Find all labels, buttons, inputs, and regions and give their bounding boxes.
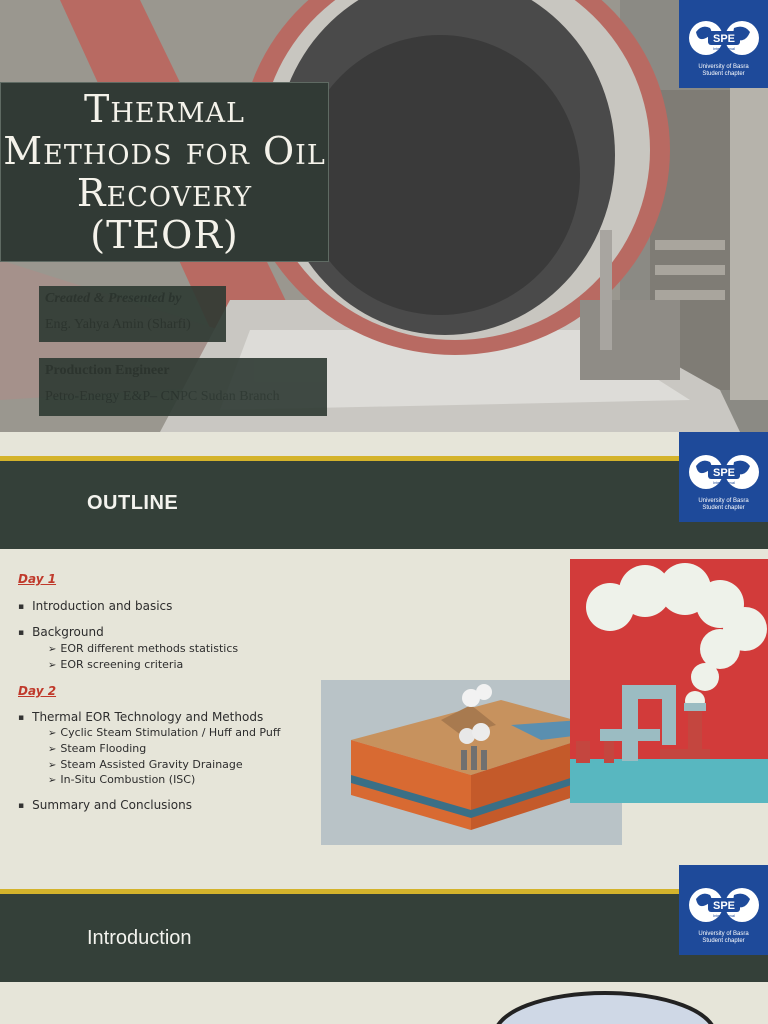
day2-heading: Day 2 — [18, 684, 57, 698]
list-item: ▪ Thermal EOR Technology and Methods — [18, 710, 263, 724]
introduction-title: Introduction — [87, 927, 192, 949]
globe-icon — [684, 881, 764, 931]
sub-item: ➢ Steam Flooding — [48, 742, 146, 755]
logo-org: University of Basra — [698, 931, 749, 937]
logo-sub: International — [712, 913, 735, 918]
logo-brand: SPE — [712, 33, 735, 45]
presenter-name: Eng. Yahya Amin (Sharfi) — [45, 317, 191, 332]
logo-sub: International — [712, 480, 735, 485]
logo-chapter: Student chapter — [702, 505, 745, 511]
logo-chapter: Student chapter — [702, 71, 745, 77]
spe-logo — [679, 432, 768, 522]
sub-item: ➢ Steam Assisted Gravity Drainage — [48, 758, 243, 771]
outline-title: OUTLINE — [87, 492, 179, 514]
logo-sub: International — [712, 46, 735, 51]
day1-heading: Day 1 — [18, 572, 57, 586]
spe-logo — [679, 0, 768, 88]
company: Petro-Energy E&P– CNPC Sudan Branch — [45, 389, 280, 404]
logo-org: University of Basra — [698, 64, 749, 70]
sub-item: ➢ EOR different methods statistics — [48, 642, 238, 655]
sub-item: ➢ EOR screening criteria — [48, 658, 183, 671]
job-title: Production Engineer — [45, 363, 170, 378]
list-item: ▪ Background — [18, 625, 104, 639]
presenter-box — [39, 286, 226, 342]
spe-logo — [679, 865, 768, 955]
title-slide — [0, 0, 768, 432]
outline-slide — [0, 432, 768, 865]
logo-org: University of Basra — [698, 498, 749, 504]
title-box — [0, 82, 329, 262]
logo-brand: SPE — [712, 900, 735, 912]
globe-icon — [684, 14, 764, 64]
introduction-slide — [0, 865, 768, 1024]
slide-title: Thermal Methods for Oil Recovery (TEOR) — [3, 87, 326, 257]
globe-icon — [684, 448, 764, 498]
list-item: ▪ Summary and Conclusions — [18, 798, 192, 812]
logo-chapter: Student chapter — [702, 938, 745, 944]
sub-item: ➢ In-Situ Combustion (ISC) — [48, 773, 195, 786]
list-item: ▪ Introduction and basics — [18, 599, 172, 613]
presenter-label: Created & Presented by — [45, 291, 182, 306]
affiliation-box — [39, 358, 327, 416]
sub-item: ➢ Cyclic Steam Stimulation / Huff and Puff — [48, 726, 280, 739]
steam-pipe-illustration — [570, 559, 768, 803]
circle-graphic — [490, 985, 720, 1024]
logo-brand: SPE — [712, 467, 735, 479]
